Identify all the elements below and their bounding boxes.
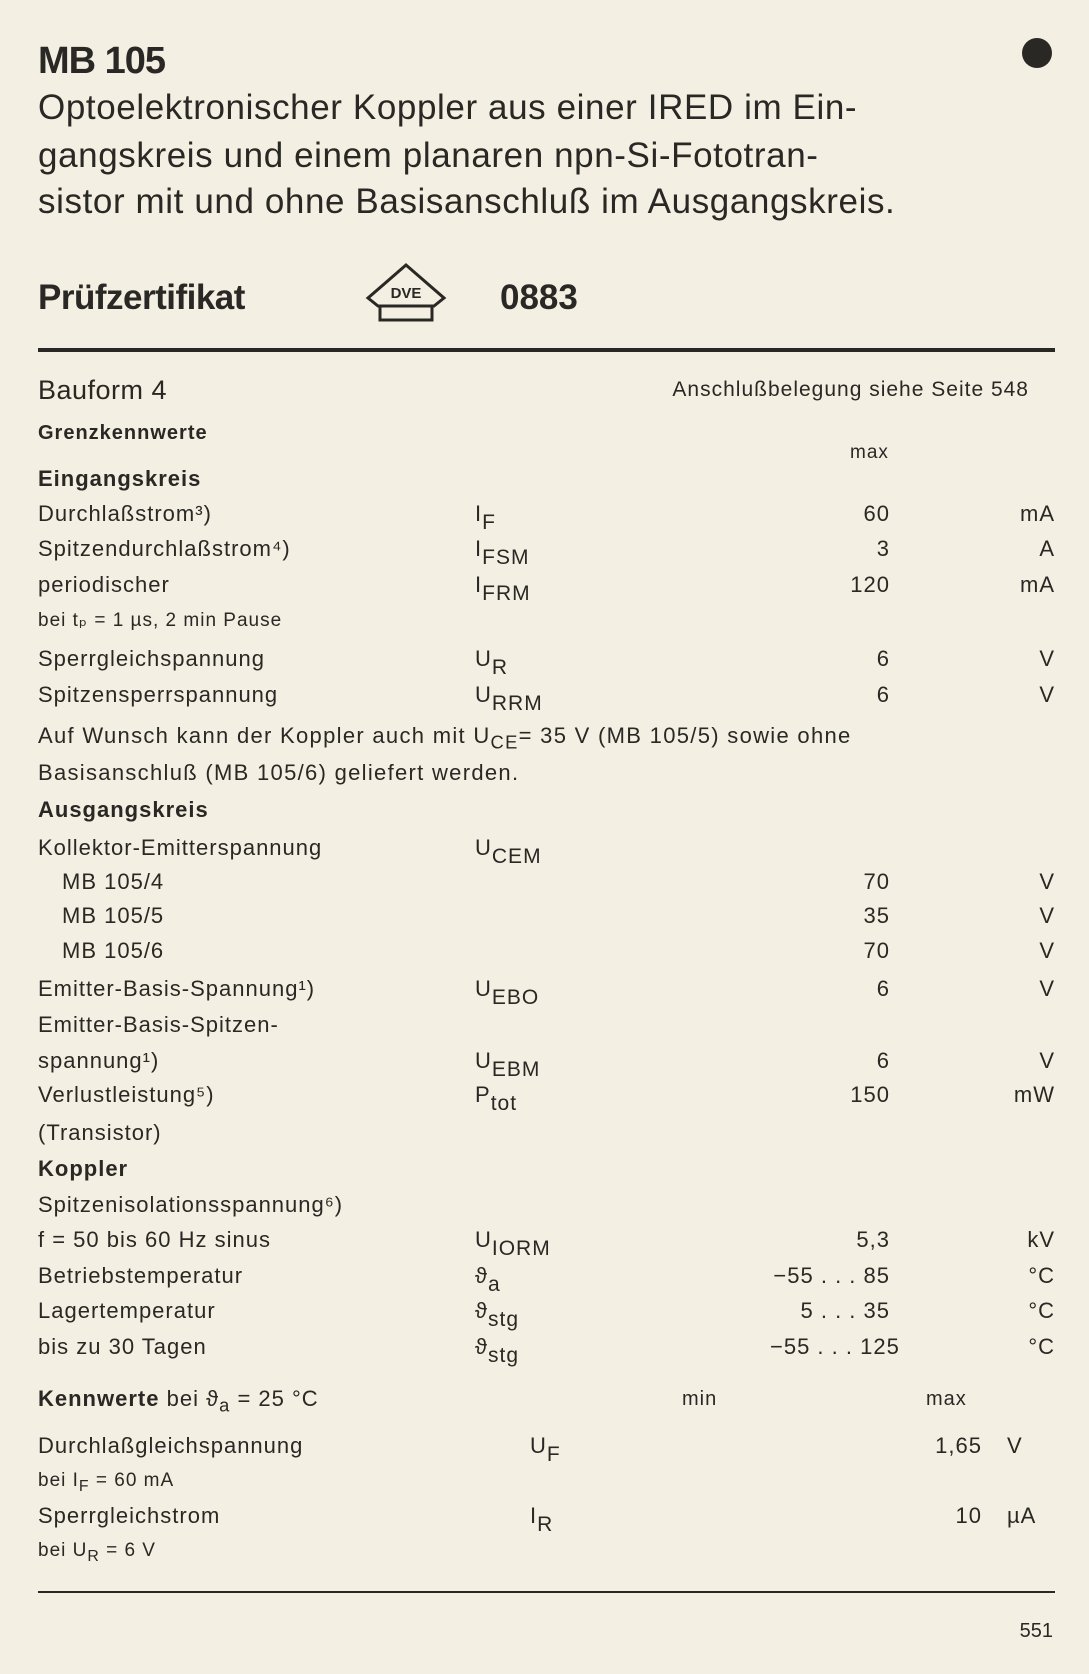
unit: V — [1039, 976, 1055, 1001]
limit-label: Spitzendurchlaßstrom⁴) — [38, 536, 291, 561]
max-value: 6 — [876, 646, 890, 671]
certificate-label: Prüfzertifikat — [38, 278, 245, 317]
unit: V — [1039, 903, 1055, 928]
limit-label: bei tₚ = 1 µs, 2 min Pause — [38, 610, 283, 631]
limit-label: Lagertemperatur — [38, 1298, 216, 1323]
limit-label: Ausgangskreis — [38, 797, 209, 822]
characteristics-title-text: bei ϑ — [166, 1386, 220, 1411]
limit-label: Koppler — [38, 1156, 129, 1181]
max-value: 6 — [876, 1048, 890, 1073]
unit: °C — [1028, 1263, 1055, 1288]
max-value: 5,3 — [856, 1227, 890, 1252]
characteristic-label: Sperrgleichstrom — [38, 1503, 221, 1528]
max-value: 3 — [876, 536, 890, 561]
limit-label: Kollektor-Emitterspannung — [38, 835, 323, 860]
limit-label: Emitter-Basis-Spannung¹) — [38, 976, 316, 1001]
symbol: $ϑ_{stg}$ — [475, 1298, 520, 1331]
symbol: $I_{FSM}$ — [475, 536, 530, 569]
limit-label: periodischer — [38, 572, 170, 597]
certificate-number: 0883 — [500, 278, 578, 317]
unit: V — [1039, 682, 1055, 707]
unit: °C — [1028, 1298, 1055, 1323]
limit-label: MB 105/4 — [62, 869, 165, 894]
unit: A — [1039, 536, 1055, 561]
unit: V — [1007, 1433, 1023, 1458]
symbol: $U_R$ — [475, 646, 509, 679]
max-value: 10 — [955, 1503, 982, 1528]
symbol: $P_{tot}$ — [475, 1082, 518, 1115]
bottom-divider — [38, 1591, 1055, 1593]
unit: V — [1039, 1048, 1055, 1073]
symbol: $ϑ_{stg}$ — [475, 1334, 520, 1367]
page-number: 551 — [1019, 1620, 1053, 1642]
characteristics-title-bold: Kennwerte — [38, 1386, 160, 1411]
symbol: $U_{RRM}$ — [475, 682, 543, 715]
limit-label: MB 105/6 — [62, 938, 165, 963]
unit: mA — [1020, 572, 1055, 597]
limit-label: Emitter-Basis-Spitzen- — [38, 1012, 279, 1037]
unit: kV — [1027, 1227, 1055, 1252]
max-value: 150 — [850, 1082, 890, 1107]
max-value: 6 — [876, 976, 890, 1001]
characteristic-label: bei $I_F = 60$ mA — [38, 1470, 175, 1495]
limit-label: Durchlaßstrom³) — [38, 501, 212, 526]
max-value: 60 — [863, 501, 890, 526]
description-line-2: gangskreis und einem planaren npn-Si-Fototran- — [38, 136, 819, 175]
description-line-3: sistor mit und ohne Basisanschluß im Ausgangskreis. — [38, 182, 896, 221]
limit-label: Verlustleistung⁵) — [38, 1082, 215, 1107]
max-value: −55 . . . 125 — [770, 1334, 900, 1359]
limit-label: Betriebstemperatur — [38, 1263, 244, 1288]
unit: mW — [1013, 1082, 1055, 1107]
symbol: $I_F$ — [475, 501, 496, 534]
max-value: 120 — [850, 572, 890, 597]
package-form: Bauform 4 — [38, 375, 168, 405]
unit: µA — [1007, 1503, 1037, 1528]
max-value: 35 — [863, 903, 890, 928]
max-column-header: max — [850, 442, 889, 463]
unit: °C — [1028, 1334, 1055, 1359]
symbol: $U_{EBM}$ — [475, 1048, 541, 1081]
max-column-header-2: max — [926, 1388, 967, 1410]
symbol: $U_{CEM}$ — [475, 835, 542, 868]
limit-label: Basisanschluß (MB 105/6) geliefert werden. — [38, 760, 520, 785]
characteristic-label: Durchlaßgleichspannung — [38, 1433, 304, 1458]
characteristics-title-tail: = 25 °C — [237, 1386, 319, 1411]
symbol: $ϑ_a$ — [475, 1263, 501, 1296]
limit-label: Spitzensperrspannung — [38, 682, 279, 707]
divider — [38, 348, 1055, 352]
max-value: −55 . . . 85 — [773, 1263, 890, 1288]
limit-label: spannung¹) — [38, 1048, 160, 1073]
unit: V — [1039, 869, 1055, 894]
characteristics-title — [38, 1386, 319, 1416]
symbol: $U_{IORM}$ — [475, 1227, 551, 1260]
limit-label: Spitzenisolationsspannung⁶) — [38, 1192, 344, 1217]
limit-label: MB 105/5 — [62, 903, 165, 928]
symbol: $I_{FRM}$ — [475, 572, 531, 605]
min-column-header: min — [682, 1388, 718, 1410]
max-value: 5 . . . 35 — [800, 1298, 890, 1323]
dve-certificate-logo-icon — [364, 262, 448, 324]
limit-label: Eingangskreis — [38, 466, 202, 491]
pinout-reference: Anschlußbelegung siehe Seite 548 — [672, 378, 1029, 401]
symbol: $I_R$ — [530, 1503, 554, 1536]
limit-label: bis zu 30 Tagen — [38, 1334, 207, 1359]
unit: V — [1039, 938, 1055, 963]
max-value: 70 — [863, 869, 890, 894]
unit: mA — [1020, 501, 1055, 526]
max-value: 1,65 — [935, 1433, 982, 1458]
limit-label: Sperrgleichspannung — [38, 646, 265, 671]
unit: V — [1039, 646, 1055, 671]
max-value: 6 — [876, 682, 890, 707]
svg-text:DVE: DVE — [390, 285, 422, 302]
device-title: MB 105 — [38, 40, 166, 82]
symbol: $U_{EBO}$ — [475, 976, 540, 1009]
limit-label: f = 50 bis 60 Hz sinus — [38, 1227, 271, 1252]
limits-title: Grenzkennwerte — [38, 422, 208, 444]
limit-label: Auf Wunsch kann der Koppler auch mit $U_{CE}= 35$ V (MB 105/5) sowie ohne — [38, 723, 852, 753]
quality-mark-icon — [1022, 38, 1052, 68]
max-value: 70 — [863, 938, 890, 963]
limit-label: (Transistor) — [38, 1120, 162, 1145]
description-line-1: Optoelektronischer Koppler aus einer IRED im Ein- — [38, 88, 858, 127]
characteristic-label: bei $U_R = 6$ V — [38, 1540, 156, 1565]
characteristics-title-sub: a — [219, 1394, 231, 1416]
symbol: $U_F$ — [530, 1433, 561, 1466]
